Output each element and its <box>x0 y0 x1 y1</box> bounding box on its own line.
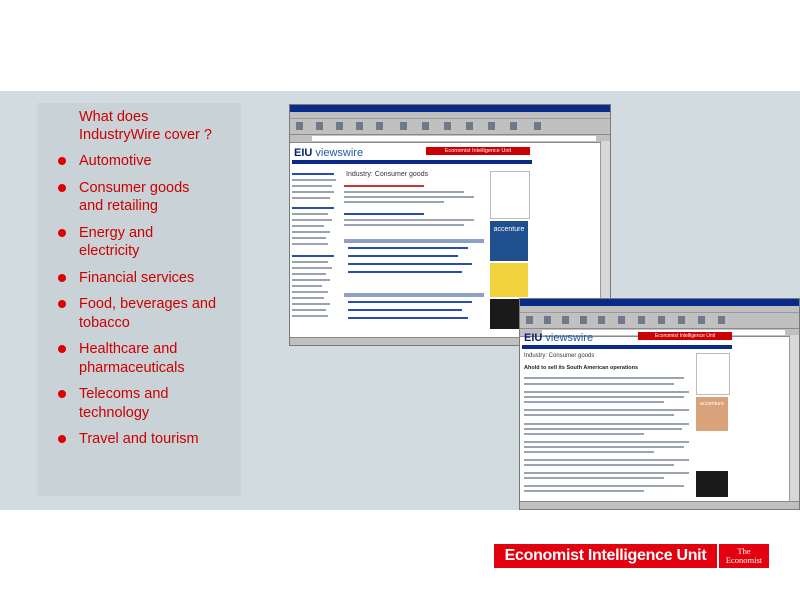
accenture-ad: accenture <box>696 397 728 431</box>
viewswire-logo: EIU viewswire <box>524 332 594 344</box>
list-item: Food, beverages and tobacco <box>57 295 247 332</box>
bullet-icon <box>58 184 66 192</box>
bullet-icon <box>58 157 66 165</box>
list-item: Travel and tourism <box>57 430 247 449</box>
browser-screenshot-2 <box>519 298 800 510</box>
eiu-brand-logo: Economist Intelligence Unit <box>494 544 717 568</box>
question-line-2: IndustryWire cover ? <box>79 127 212 143</box>
list-item: Healthcare and pharmaceuticals <box>57 340 247 377</box>
eiu-banner: Economist Intelligence Unit <box>426 147 530 155</box>
scrollbar <box>789 335 799 502</box>
list-item: Telecoms and technology <box>57 385 247 422</box>
accenture-ad: accenture <box>490 221 528 261</box>
article-title: Ahold to sell its South American operations <box>524 365 639 371</box>
bullet-icon <box>58 390 66 398</box>
page-heading: Industry: Consumer goods <box>346 171 429 178</box>
window-titlebar <box>520 299 799 306</box>
slide-question <box>79 108 249 144</box>
bullet-icon <box>58 345 66 353</box>
browser-toolbar <box>520 313 799 329</box>
address-bar <box>290 135 610 143</box>
bullet-icon <box>58 229 66 237</box>
bullet-icon <box>58 274 66 282</box>
list-item: Financial services <box>57 269 247 288</box>
viewswire-logo: EIU viewswire <box>294 147 364 159</box>
menu-bar <box>520 306 799 313</box>
eiu-banner: Economist Intelligence Unit <box>638 332 732 340</box>
question-line-1: What does <box>79 109 149 125</box>
browser-toolbar <box>290 119 610 135</box>
page-heading: Industry: Consumer goods <box>524 353 595 359</box>
economist-logo: The Economist <box>719 544 769 568</box>
list-item: Consumer goods and retailing <box>57 179 247 216</box>
menu-bar <box>290 112 610 119</box>
window-titlebar <box>290 105 610 112</box>
industry-list <box>57 152 247 457</box>
list-item: Automotive <box>57 152 247 171</box>
bullet-icon <box>58 435 66 443</box>
list-item: Energy and electricity <box>57 224 247 261</box>
status-bar <box>520 501 799 509</box>
bullet-icon <box>58 300 66 308</box>
